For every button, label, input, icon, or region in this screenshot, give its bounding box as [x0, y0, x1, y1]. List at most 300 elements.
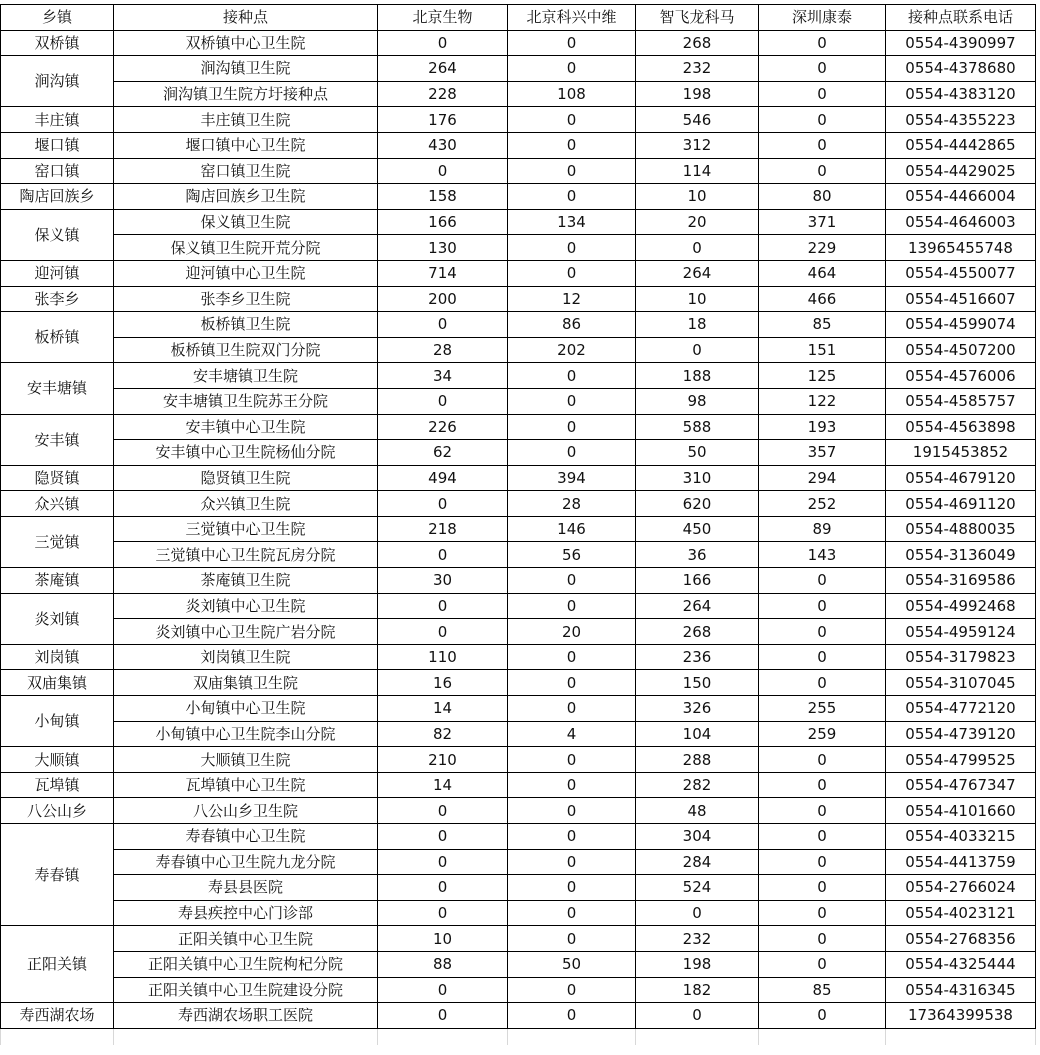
kxzw-cell: 0 [508, 926, 636, 952]
site-cell: 隐贤镇卫生院 [114, 465, 378, 491]
site-cell: 八公山乡卫生院 [114, 798, 378, 824]
zflkm-cell: 0 [636, 1003, 759, 1029]
szkt-cell: 0 [759, 132, 886, 158]
bjsw-cell: 200 [378, 286, 508, 312]
town-cell: 刘岗镇 [1, 644, 114, 670]
bjsw-cell: 0 [378, 900, 508, 926]
town-cell: 大顺镇 [1, 747, 114, 773]
town-cell: 安丰镇 [1, 414, 114, 465]
szkt-cell: 89 [759, 516, 886, 542]
table-row [1, 491, 1036, 517]
bjsw-cell: 0 [378, 977, 508, 1003]
table-row [1, 772, 1036, 798]
kxzw-cell: 0 [508, 107, 636, 133]
szkt-cell: 371 [759, 209, 886, 235]
kxzw-cell: 0 [508, 1003, 636, 1029]
zflkm-cell: 232 [636, 56, 759, 82]
szkt-cell: 0 [759, 875, 886, 901]
town-cell: 张李乡 [1, 286, 114, 312]
phone-cell: 0554-4585757 [886, 388, 1036, 414]
phone-cell: 0554-4563898 [886, 414, 1036, 440]
table-row [1, 824, 1036, 850]
site-cell: 寿县县医院 [114, 875, 378, 901]
site-cell: 陶店回族乡卫生院 [114, 184, 378, 210]
szkt-cell: 0 [759, 568, 886, 594]
kxzw-cell: 394 [508, 465, 636, 491]
szkt-cell: 0 [759, 107, 886, 133]
bjsw-cell: 0 [378, 824, 508, 850]
table-row [1, 158, 1036, 184]
phone-cell: 0554-3107045 [886, 670, 1036, 696]
kxzw-cell: 0 [508, 593, 636, 619]
empty-cell [636, 1028, 759, 1045]
phone-cell: 13965455748 [886, 235, 1036, 261]
table-row [1, 721, 1036, 747]
phone-cell: 0554-4101660 [886, 798, 1036, 824]
szkt-cell: 122 [759, 388, 886, 414]
table-row [1, 286, 1036, 312]
zflkm-cell: 524 [636, 875, 759, 901]
empty-row [1, 1028, 1036, 1045]
site-cell: 三觉镇中心卫生院瓦房分院 [114, 542, 378, 568]
kxzw-cell: 0 [508, 670, 636, 696]
site-cell: 刘岗镇卫生院 [114, 644, 378, 670]
table-row [1, 900, 1036, 926]
table-body [1, 30, 1036, 1045]
bjsw-cell: 176 [378, 107, 508, 133]
phone-cell: 0554-4799525 [886, 747, 1036, 773]
zflkm-cell: 232 [636, 926, 759, 952]
phone-cell: 0554-4576006 [886, 363, 1036, 389]
table-row [1, 926, 1036, 952]
kxzw-cell: 0 [508, 388, 636, 414]
town-cell: 八公山乡 [1, 798, 114, 824]
kxzw-cell: 86 [508, 312, 636, 338]
bjsw-cell: 714 [378, 260, 508, 286]
site-cell: 安丰塘镇卫生院苏王分院 [114, 388, 378, 414]
empty-cell [378, 1028, 508, 1045]
szkt-cell: 125 [759, 363, 886, 389]
zflkm-cell: 304 [636, 824, 759, 850]
site-cell: 安丰镇中心卫生院杨仙分院 [114, 440, 378, 466]
zflkm-cell: 282 [636, 772, 759, 798]
kxzw-cell: 0 [508, 798, 636, 824]
zflkm-cell: 450 [636, 516, 759, 542]
kxzw-cell: 50 [508, 951, 636, 977]
table-row [1, 619, 1036, 645]
bjsw-cell: 494 [378, 465, 508, 491]
kxzw-cell: 4 [508, 721, 636, 747]
site-cell: 正阳关镇中心卫生院建设分院 [114, 977, 378, 1003]
site-cell: 双桥镇中心卫生院 [114, 30, 378, 56]
szkt-cell: 259 [759, 721, 886, 747]
header-town: 乡镇 [1, 5, 114, 31]
szkt-cell: 0 [759, 593, 886, 619]
phone-cell: 0554-4691120 [886, 491, 1036, 517]
header-phone: 接种点联系电话 [886, 5, 1036, 31]
kxzw-cell: 0 [508, 900, 636, 926]
site-cell: 双庙集镇卫生院 [114, 670, 378, 696]
site-cell: 丰庄镇卫生院 [114, 107, 378, 133]
kxzw-cell: 28 [508, 491, 636, 517]
kxzw-cell: 0 [508, 568, 636, 594]
kxzw-cell: 108 [508, 81, 636, 107]
zflkm-cell: 114 [636, 158, 759, 184]
szkt-cell: 0 [759, 619, 886, 645]
empty-cell [508, 1028, 636, 1045]
table-row [1, 670, 1036, 696]
bjsw-cell: 10 [378, 926, 508, 952]
zflkm-cell: 0 [636, 235, 759, 261]
phone-cell: 0554-4880035 [886, 516, 1036, 542]
bjsw-cell: 0 [378, 619, 508, 645]
phone-cell: 0554-4316345 [886, 977, 1036, 1003]
szkt-cell: 229 [759, 235, 886, 261]
bjsw-cell: 0 [378, 593, 508, 619]
town-cell: 小甸镇 [1, 696, 114, 747]
kxzw-cell: 0 [508, 747, 636, 773]
szkt-cell: 0 [759, 772, 886, 798]
table-row [1, 798, 1036, 824]
szkt-cell: 255 [759, 696, 886, 722]
town-cell: 三觉镇 [1, 516, 114, 567]
zflkm-cell: 312 [636, 132, 759, 158]
table-row [1, 107, 1036, 133]
header-bjsw: 北京生物 [378, 5, 508, 31]
szkt-cell: 0 [759, 81, 886, 107]
table-row [1, 977, 1036, 1003]
town-cell: 窑口镇 [1, 158, 114, 184]
table-row [1, 56, 1036, 82]
town-cell: 寿西湖农场 [1, 1003, 114, 1029]
phone-cell: 0554-4772120 [886, 696, 1036, 722]
site-cell: 正阳关镇中心卫生院枸杞分院 [114, 951, 378, 977]
phone-cell: 0554-4959124 [886, 619, 1036, 645]
phone-cell: 0554-4507200 [886, 337, 1036, 363]
table-row [1, 465, 1036, 491]
site-cell: 众兴镇卫生院 [114, 491, 378, 517]
empty-cell [114, 1028, 378, 1045]
phone-cell: 0554-4679120 [886, 465, 1036, 491]
table-row [1, 81, 1036, 107]
site-cell: 寿春镇中心卫生院九龙分院 [114, 849, 378, 875]
empty-cell [886, 1028, 1036, 1045]
table-row [1, 414, 1036, 440]
zflkm-cell: 50 [636, 440, 759, 466]
szkt-cell: 0 [759, 644, 886, 670]
szkt-cell: 85 [759, 977, 886, 1003]
kxzw-cell: 0 [508, 824, 636, 850]
empty-cell [1, 1028, 114, 1045]
table-row [1, 132, 1036, 158]
bjsw-cell: 0 [378, 1003, 508, 1029]
zflkm-cell: 10 [636, 286, 759, 312]
bjsw-cell: 130 [378, 235, 508, 261]
bjsw-cell: 0 [378, 312, 508, 338]
table-row [1, 235, 1036, 261]
zflkm-cell: 182 [636, 977, 759, 1003]
site-cell: 小甸镇中心卫生院 [114, 696, 378, 722]
site-cell: 安丰塘镇卫生院 [114, 363, 378, 389]
kxzw-cell: 0 [508, 772, 636, 798]
town-cell: 炎刘镇 [1, 593, 114, 644]
szkt-cell: 464 [759, 260, 886, 286]
site-cell: 安丰镇中心卫生院 [114, 414, 378, 440]
site-cell: 炎刘镇中心卫生院 [114, 593, 378, 619]
town-cell: 茶庵镇 [1, 568, 114, 594]
szkt-cell: 0 [759, 670, 886, 696]
bjsw-cell: 88 [378, 951, 508, 977]
table-row [1, 875, 1036, 901]
zflkm-cell: 10 [636, 184, 759, 210]
zflkm-cell: 284 [636, 849, 759, 875]
phone-cell: 0554-3179823 [886, 644, 1036, 670]
kxzw-cell: 0 [508, 235, 636, 261]
table-row [1, 388, 1036, 414]
kxzw-cell: 146 [508, 516, 636, 542]
zflkm-cell: 198 [636, 81, 759, 107]
table-row [1, 440, 1036, 466]
vaccination-table [0, 4, 1036, 1045]
table-row [1, 363, 1036, 389]
zflkm-cell: 546 [636, 107, 759, 133]
kxzw-cell: 0 [508, 875, 636, 901]
bjsw-cell: 264 [378, 56, 508, 82]
kxzw-cell: 0 [508, 644, 636, 670]
kxzw-cell: 202 [508, 337, 636, 363]
bjsw-cell: 110 [378, 644, 508, 670]
phone-cell: 0554-4023121 [886, 900, 1036, 926]
town-cell: 涧沟镇 [1, 56, 114, 107]
bjsw-cell: 228 [378, 81, 508, 107]
town-cell: 迎河镇 [1, 260, 114, 286]
kxzw-cell: 0 [508, 414, 636, 440]
zflkm-cell: 236 [636, 644, 759, 670]
bjsw-cell: 0 [378, 849, 508, 875]
kxzw-cell: 0 [508, 977, 636, 1003]
header-szkt: 深圳康泰 [759, 5, 886, 31]
table-row [1, 593, 1036, 619]
szkt-cell: 85 [759, 312, 886, 338]
header-row [1, 5, 1036, 31]
site-cell: 迎河镇中心卫生院 [114, 260, 378, 286]
zflkm-cell: 18 [636, 312, 759, 338]
town-cell: 板桥镇 [1, 312, 114, 363]
szkt-cell: 0 [759, 798, 886, 824]
site-cell: 涧沟镇卫生院 [114, 56, 378, 82]
szkt-cell: 357 [759, 440, 886, 466]
site-cell: 寿县疾控中心门诊部 [114, 900, 378, 926]
phone-cell: 0554-4390997 [886, 30, 1036, 56]
bjsw-cell: 0 [378, 875, 508, 901]
table-row [1, 312, 1036, 338]
empty-cell [759, 1028, 886, 1045]
kxzw-cell: 0 [508, 363, 636, 389]
table-row [1, 951, 1036, 977]
kxzw-cell: 0 [508, 260, 636, 286]
zflkm-cell: 264 [636, 260, 759, 286]
phone-cell: 0554-4516607 [886, 286, 1036, 312]
zflkm-cell: 166 [636, 568, 759, 594]
zflkm-cell: 0 [636, 337, 759, 363]
phone-cell: 0554-4355223 [886, 107, 1036, 133]
phone-cell: 17364399538 [886, 1003, 1036, 1029]
bjsw-cell: 34 [378, 363, 508, 389]
bjsw-cell: 16 [378, 670, 508, 696]
town-cell: 双庙集镇 [1, 670, 114, 696]
kxzw-cell: 0 [508, 30, 636, 56]
kxzw-cell: 0 [508, 158, 636, 184]
town-cell: 丰庄镇 [1, 107, 114, 133]
town-cell: 陶店回族乡 [1, 184, 114, 210]
site-cell: 保义镇卫生院 [114, 209, 378, 235]
phone-cell: 0554-4383120 [886, 81, 1036, 107]
phone-cell: 0554-4033215 [886, 824, 1036, 850]
szkt-cell: 80 [759, 184, 886, 210]
phone-cell: 0554-4646003 [886, 209, 1036, 235]
site-cell: 正阳关镇中心卫生院 [114, 926, 378, 952]
bjsw-cell: 14 [378, 772, 508, 798]
kxzw-cell: 12 [508, 286, 636, 312]
kxzw-cell: 0 [508, 849, 636, 875]
zflkm-cell: 20 [636, 209, 759, 235]
phone-cell: 0554-4992468 [886, 593, 1036, 619]
zflkm-cell: 98 [636, 388, 759, 414]
bjsw-cell: 0 [378, 798, 508, 824]
phone-cell: 0554-4550077 [886, 260, 1036, 286]
szkt-cell: 0 [759, 747, 886, 773]
szkt-cell: 0 [759, 951, 886, 977]
zflkm-cell: 36 [636, 542, 759, 568]
table-row [1, 542, 1036, 568]
site-cell: 堰口镇中心卫生院 [114, 132, 378, 158]
table-row [1, 747, 1036, 773]
szkt-cell: 193 [759, 414, 886, 440]
phone-cell: 0554-4325444 [886, 951, 1036, 977]
phone-cell: 0554-4739120 [886, 721, 1036, 747]
header-site: 接种点 [114, 5, 378, 31]
kxzw-cell: 0 [508, 440, 636, 466]
szkt-cell: 0 [759, 900, 886, 926]
kxzw-cell: 0 [508, 56, 636, 82]
szkt-cell: 0 [759, 824, 886, 850]
szkt-cell: 466 [759, 286, 886, 312]
bjsw-cell: 82 [378, 721, 508, 747]
zflkm-cell: 104 [636, 721, 759, 747]
zflkm-cell: 620 [636, 491, 759, 517]
bjsw-cell: 0 [378, 158, 508, 184]
town-cell: 隐贤镇 [1, 465, 114, 491]
table-row [1, 337, 1036, 363]
zflkm-cell: 288 [636, 747, 759, 773]
phone-cell: 0554-3136049 [886, 542, 1036, 568]
zflkm-cell: 198 [636, 951, 759, 977]
table-row [1, 30, 1036, 56]
site-cell: 寿西湖农场职工医院 [114, 1003, 378, 1029]
zflkm-cell: 188 [636, 363, 759, 389]
site-cell: 窑口镇卫生院 [114, 158, 378, 184]
bjsw-cell: 210 [378, 747, 508, 773]
town-cell: 瓦埠镇 [1, 772, 114, 798]
zflkm-cell: 150 [636, 670, 759, 696]
bjsw-cell: 62 [378, 440, 508, 466]
phone-cell: 0554-4413759 [886, 849, 1036, 875]
kxzw-cell: 56 [508, 542, 636, 568]
bjsw-cell: 30 [378, 568, 508, 594]
site-cell: 茶庵镇卫生院 [114, 568, 378, 594]
zflkm-cell: 268 [636, 30, 759, 56]
zflkm-cell: 326 [636, 696, 759, 722]
szkt-cell: 294 [759, 465, 886, 491]
szkt-cell: 0 [759, 30, 886, 56]
bjsw-cell: 0 [378, 388, 508, 414]
phone-cell: 0554-2766024 [886, 875, 1036, 901]
site-cell: 瓦埠镇中心卫生院 [114, 772, 378, 798]
site-cell: 张李乡卫生院 [114, 286, 378, 312]
site-cell: 炎刘镇中心卫生院广岩分院 [114, 619, 378, 645]
zflkm-cell: 264 [636, 593, 759, 619]
town-cell: 寿春镇 [1, 824, 114, 926]
bjsw-cell: 28 [378, 337, 508, 363]
table-row [1, 184, 1036, 210]
szkt-cell: 0 [759, 849, 886, 875]
town-cell: 保义镇 [1, 209, 114, 260]
bjsw-cell: 166 [378, 209, 508, 235]
zflkm-cell: 310 [636, 465, 759, 491]
szkt-cell: 252 [759, 491, 886, 517]
site-cell: 涧沟镇卫生院方圩接种点 [114, 81, 378, 107]
kxzw-cell: 0 [508, 132, 636, 158]
town-cell: 堰口镇 [1, 132, 114, 158]
table-row [1, 516, 1036, 542]
town-cell: 安丰塘镇 [1, 363, 114, 414]
town-cell: 正阳关镇 [1, 926, 114, 1003]
phone-cell: 0554-4429025 [886, 158, 1036, 184]
zflkm-cell: 268 [636, 619, 759, 645]
bjsw-cell: 430 [378, 132, 508, 158]
site-cell: 保义镇卫生院开荒分院 [114, 235, 378, 261]
bjsw-cell: 0 [378, 542, 508, 568]
szkt-cell: 0 [759, 56, 886, 82]
bjsw-cell: 14 [378, 696, 508, 722]
phone-cell: 0554-3169586 [886, 568, 1036, 594]
header-zflkm: 智飞龙科马 [636, 5, 759, 31]
town-cell: 双桥镇 [1, 30, 114, 56]
town-cell: 众兴镇 [1, 491, 114, 517]
site-cell: 板桥镇卫生院双门分院 [114, 337, 378, 363]
zflkm-cell: 48 [636, 798, 759, 824]
phone-cell: 0554-4442865 [886, 132, 1036, 158]
header-kxzw: 北京科兴中维 [508, 5, 636, 31]
bjsw-cell: 218 [378, 516, 508, 542]
site-cell: 寿春镇中心卫生院 [114, 824, 378, 850]
zflkm-cell: 0 [636, 900, 759, 926]
kxzw-cell: 20 [508, 619, 636, 645]
phone-cell: 0554-4767347 [886, 772, 1036, 798]
phone-cell: 0554-4378680 [886, 56, 1036, 82]
site-cell: 三觉镇中心卫生院 [114, 516, 378, 542]
table-row [1, 849, 1036, 875]
kxzw-cell: 0 [508, 696, 636, 722]
table-row [1, 1003, 1036, 1029]
kxzw-cell: 0 [508, 184, 636, 210]
table-row [1, 260, 1036, 286]
kxzw-cell: 134 [508, 209, 636, 235]
table-row [1, 644, 1036, 670]
site-cell: 小甸镇中心卫生院李山分院 [114, 721, 378, 747]
site-cell: 大顺镇卫生院 [114, 747, 378, 773]
phone-cell: 1915453852 [886, 440, 1036, 466]
